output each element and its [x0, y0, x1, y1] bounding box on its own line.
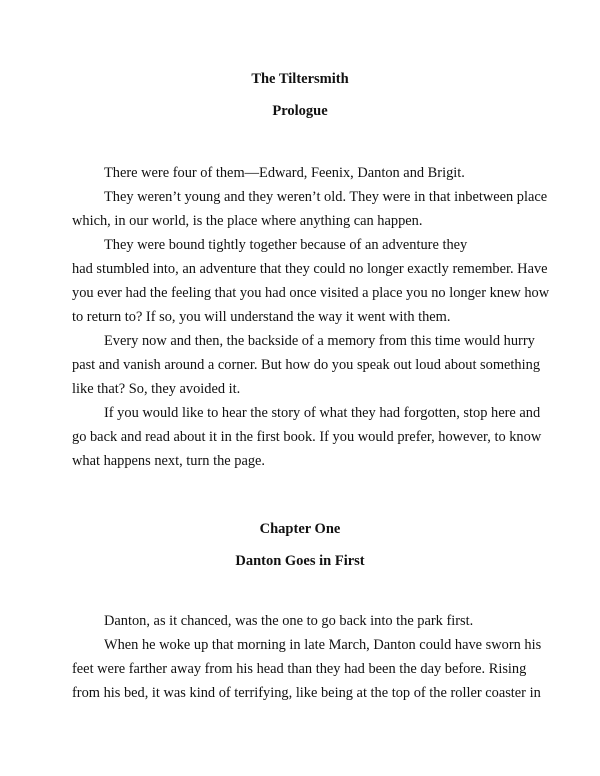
text-line: There were four of them—Edward, Feenix, Danton and Brigit.	[104, 165, 465, 181]
text-line: which, in our world, is the place where anything can happen.	[72, 213, 423, 229]
chapter-body	[72, 609, 542, 705]
text-line: go back and read about it in the first book. If you would prefer, however, to know	[72, 429, 542, 445]
text-line: you ever had the feeling that you had once visited a place you no longer knew how	[72, 285, 550, 301]
text-line: They were bound tightly together because of an adventure they	[104, 237, 468, 253]
prologue-heading: Prologue	[272, 103, 328, 119]
prologue-body	[72, 161, 550, 473]
text-line: If you would like to hear the story of what they had forgotten, stop here and	[104, 405, 541, 421]
book-title: The Tiltersmith	[251, 71, 349, 87]
text-line: Danton, as it chanced, was the one to go back into the park first.	[104, 613, 474, 629]
text-line: to return to? If so, you will understand the way it went with them.	[72, 309, 451, 325]
text-line: When he woke up that morning in late March, Danton could have sworn his	[104, 637, 542, 653]
text-line: past and vanish around a corner. But how do you speak out loud about something	[72, 357, 541, 373]
text-line: what happens next, turn the page.	[72, 453, 266, 469]
chapter-heading: Chapter One	[259, 521, 341, 537]
chapter-title: Danton Goes in First	[235, 553, 365, 569]
text-line: had stumbled into, an adventure that they could no longer exactly remember. Have	[72, 261, 548, 277]
text-line: Every now and then, the backside of a memory from this time would hurry	[104, 333, 535, 349]
text-line: feet were farther away from his head than they had been the day before. Rising	[72, 661, 527, 677]
text-line: like that? So, they avoided it.	[72, 381, 241, 397]
text-line: They weren’t young and they weren’t old. They were in that inbetween place	[104, 189, 548, 205]
text-line: from his bed, it was kind of terrifying, like being at the top of the roller coaster in	[72, 685, 541, 701]
